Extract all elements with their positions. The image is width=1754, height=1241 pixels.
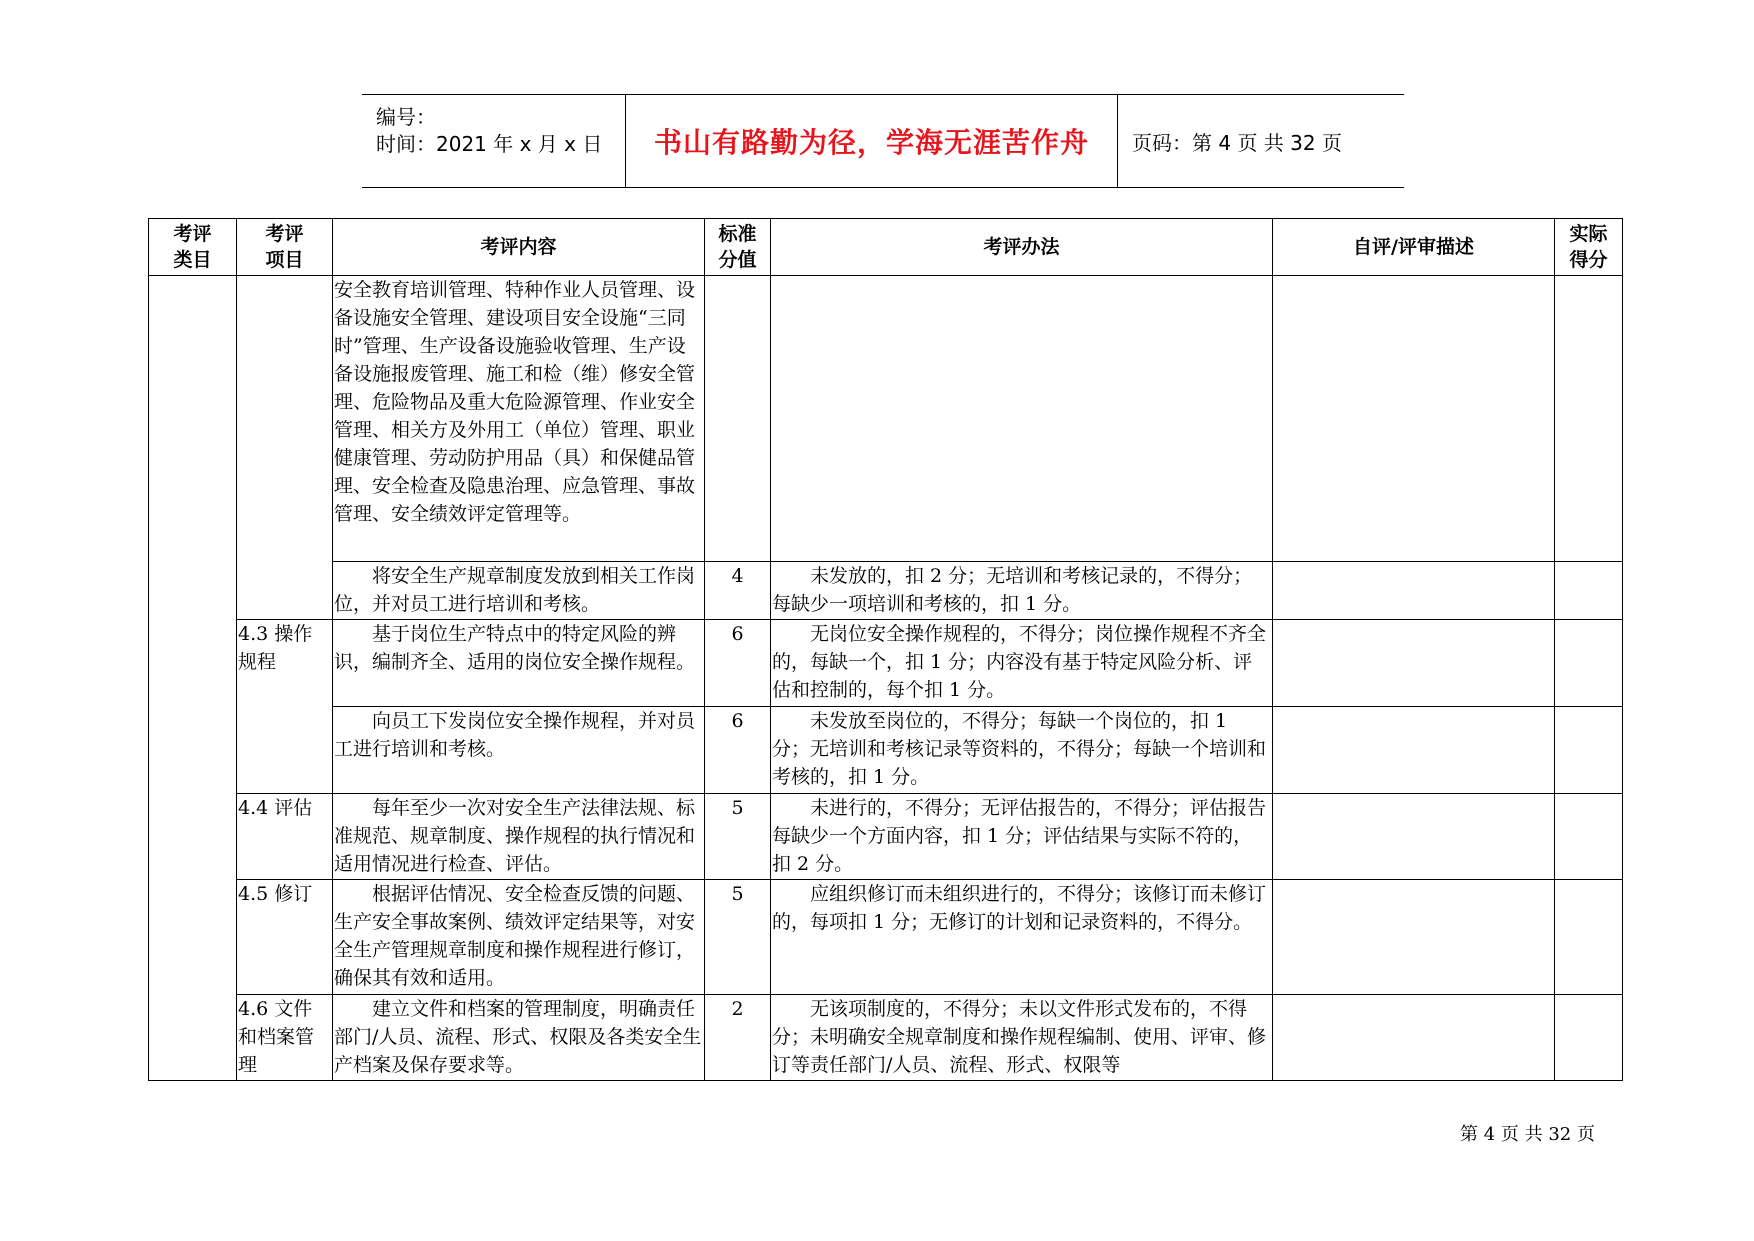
- self-review-cell: [1273, 562, 1555, 620]
- self-review-cell: [1273, 880, 1555, 995]
- header-item: 考评 项目: [237, 219, 333, 276]
- header-page-number: 页码：第 4 页 共 32 页: [1132, 130, 1342, 155]
- method-cell: 未进行的，不得分；无评估报告的，不得分；评估报告每缺少一个方面内容，扣 1 分；评估结果与实际不符的，扣 2 分。: [771, 794, 1273, 880]
- table-row: [149, 620, 1623, 707]
- item-cell: 4.5 修订: [237, 880, 333, 995]
- document-number: 编号：: [376, 105, 436, 129]
- header-motto: 书山有路勤为径，学海无涯苦作舟: [626, 95, 1118, 187]
- actual-score-cell: [1555, 707, 1623, 794]
- content-cell: 向员工下发岗位安全操作规程，并对员工进行培训和考核。: [333, 707, 705, 794]
- self-review-cell: [1273, 276, 1555, 562]
- header-actual-score: 实际 得分: [1555, 219, 1623, 276]
- table-header-row: [149, 219, 1623, 276]
- footer-page-number: 第 4 页 共 32 页: [1460, 1124, 1595, 1145]
- score-cell: [705, 276, 771, 562]
- content-cell: 将安全生产规章制度发放到相关工作岗位，并对员工进行培训和考核。: [333, 562, 705, 620]
- content-cell: 建立文件和档案的管理制度，明确责任部门/人员、流程、形式、权限及各类安全生产档案及保存要求等。: [333, 995, 705, 1081]
- header-self-review: 自评/评审描述: [1273, 219, 1555, 276]
- table-row: [149, 794, 1623, 880]
- score-cell: 6: [705, 707, 771, 794]
- actual-score-cell: [1555, 880, 1623, 995]
- assessment-table: [148, 218, 1623, 1081]
- content-cell: 安全教育培训管理、特种作业人员管理、设备设施安全管理、建设项目安全设施“三同时”管理、生产设备设施验收管理、生产设备设施报废管理、施工和检（维）修安全管理、危险物品及重大危险源管理、作业安全管理、相关方及外用工（单位）管理、职业健康管理、劳动防护用品（具）和保健品管理、安全检查及隐患治理、应急管理、事故管理、安全绩效评定管理等。: [333, 276, 705, 562]
- self-review-cell: [1273, 707, 1555, 794]
- method-cell: [771, 276, 1273, 562]
- table-row: [149, 276, 1623, 562]
- method-cell: 无该项制度的，不得分；未以文件形式发布的，不得分；未明确安全规章制度和操作规程编制、使用、评审、修订等责任部门/人员、流程、形式、权限等: [771, 995, 1273, 1081]
- actual-score-cell: [1555, 562, 1623, 620]
- item-cell: [237, 276, 333, 620]
- table-row: [149, 707, 1623, 794]
- actual-score-cell: [1555, 620, 1623, 707]
- actual-score-cell: [1555, 794, 1623, 880]
- header-meta: [362, 95, 626, 187]
- self-review-cell: [1273, 995, 1555, 1081]
- method-cell: 应组织修订而未组织进行的，不得分；该修订而未修订的，每项扣 1 分；无修订的计划和记录资料的，不得分。: [771, 880, 1273, 995]
- score-cell: 6: [705, 620, 771, 707]
- score-cell: 2: [705, 995, 771, 1081]
- score-cell: 5: [705, 880, 771, 995]
- category-cell: [149, 276, 237, 1081]
- item-cell: 4.3 操作规程: [237, 620, 333, 794]
- item-cell: 4.4 评估: [237, 794, 333, 880]
- method-cell: 未发放至岗位的，不得分；每缺一个岗位的，扣 1 分；无培训和考核记录等资料的，不得分；每缺一个培训和考核的，扣 1 分。: [771, 707, 1273, 794]
- item-cell: 4.6 文件和档案管理: [237, 995, 333, 1081]
- header-score: 标准 分值: [705, 219, 771, 276]
- page-header: [362, 94, 1404, 188]
- header-content: 考评内容: [333, 219, 705, 276]
- method-cell: 未发放的，扣 2 分；无培训和考核记录的，不得分；每缺少一项培训和考核的，扣 1 分。: [771, 562, 1273, 620]
- self-review-cell: [1273, 794, 1555, 880]
- header-category: 考评 类目: [149, 219, 237, 276]
- header-method: 考评办法: [771, 219, 1273, 276]
- score-cell: 5: [705, 794, 771, 880]
- actual-score-cell: [1555, 995, 1623, 1081]
- score-cell: 4: [705, 562, 771, 620]
- content-cell: 每年至少一次对安全生产法律法规、标准规范、规章制度、操作规程的执行情况和适用情况进行检查、评估。: [333, 794, 705, 880]
- document-date: 时间：2021 年 x 月 x 日: [376, 132, 603, 156]
- actual-score-cell: [1555, 276, 1623, 562]
- table-row: [149, 995, 1623, 1081]
- table-row: [149, 880, 1623, 995]
- self-review-cell: [1273, 620, 1555, 707]
- content-cell: 基于岗位生产特点中的特定风险的辨识，编制齐全、适用的岗位安全操作规程。: [333, 620, 705, 707]
- content-cell: 根据评估情况、安全检查反馈的问题、生产安全事故案例、绩效评定结果等，对安全生产管理规章制度和操作规程进行修订，确保其有效和适用。: [333, 880, 705, 995]
- table-row: [149, 562, 1623, 620]
- method-cell: 无岗位安全操作规程的，不得分；岗位操作规程不齐全的，每缺一个，扣 1 分；内容没有基于特定风险分析、评估和控制的，每个扣 1 分。: [771, 620, 1273, 707]
